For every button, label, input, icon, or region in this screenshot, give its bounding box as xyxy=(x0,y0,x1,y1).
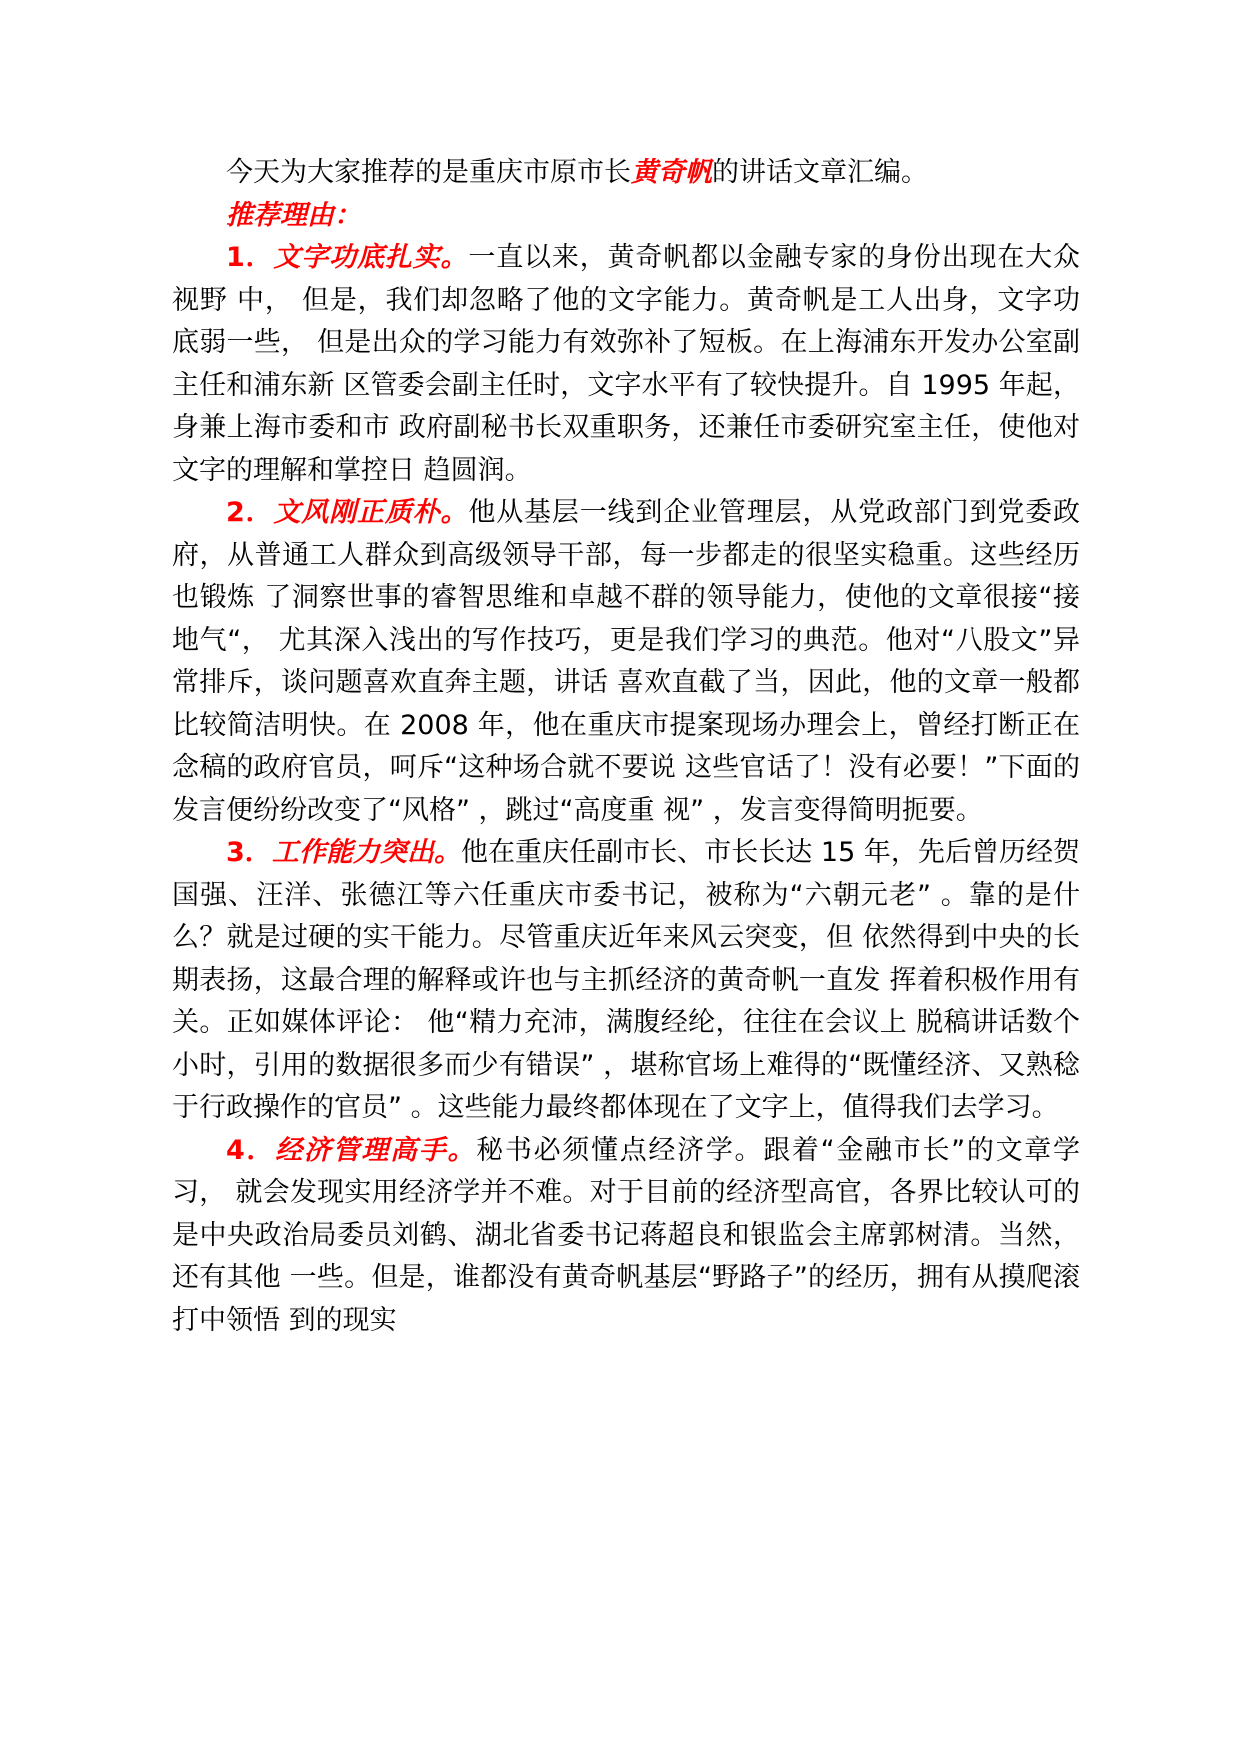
reasons-heading xyxy=(172,195,1080,238)
reason-paragraph-3 xyxy=(172,832,1080,1130)
reason-body: 一直以来，黄奇帆都以金融专家的身份出现在大众视野 中， 但是，我们却忽略了他的文字能力。黄奇帆是工人出身，文字功底弱一些， 但是出众的学习能力有效弥补了短板。在上海浦东开发办公室副主任和浦东新 区管委会副主任时，文字水平有了较快提升。自 1995 年起，身兼上海市委和市 政府副秘书长双重职务，还兼任市委研究室主任，使他对文字的理解和掌控日 趋圆润。 xyxy=(172,242,1081,486)
reason-title: 文字功底扎实。 xyxy=(273,242,469,273)
reason-number: 3． xyxy=(226,837,272,868)
reason-paragraph-2 xyxy=(172,492,1080,832)
intro-text-after: 的讲话文章汇编。 xyxy=(712,157,928,188)
reason-number: 4． xyxy=(226,1134,276,1166)
highlighted-name: 黄奇帆 xyxy=(631,157,712,188)
reason-body: 他在重庆任副市长、市长长达 15 年，先后曾历经贺国强、汪洋、张德江等六任重庆市委书记，被称为“六朝元老” 。靠的是什么？就是过硬的实干能力。尽管重庆近年来风云突变，但 依然得到中央的长期表扬，这最合理的解释或许也与主抓经济的黄奇帆一直发 挥着积极作用有关。正如媒体评论： 他“精力充沛，满腹经纶，往往在会议上 脱稿讲话数个小时，引用的数据很多而少有错误” ，堪称官场上难得的“既懂经济、又熟稔于行政操作的官员” 。这些能力最终都体现在了文字上，值得我们去学习。 xyxy=(172,837,1080,1123)
reason-paragraph-4 xyxy=(172,1130,1080,1343)
reason-title: 经济管理高手。 xyxy=(275,1134,477,1166)
reason-title: 文风刚正质朴。 xyxy=(273,497,469,528)
document-page xyxy=(172,152,1080,1342)
reason-paragraph-1 xyxy=(172,237,1080,492)
intro-paragraph xyxy=(172,152,1080,195)
reason-title: 工作能力突出。 xyxy=(271,837,461,868)
reason-body: 他从基层一线到企业管理层，从党政部门到党委政府，从普通工人群众到高级领导干部，每一步都走的很坚实稳重。这些经历也锻炼 了洞察世事的睿智思维和卓越不群的领导能力，使他的文章很接“接地气“， 尤其深入浅出的写作技巧，更是我们学习的典范。他对“八股文”异常排斥，谈问题喜欢直奔主题，讲话 喜欢直截了当，因此，他的文章一般都比较简洁明快。在 2008 年，他在重庆市提案现场办理会上，曾经打断正在念稿的政府官员，呵斥“这种场合就不要说 这些官话了！没有必要！”下面的发言便纷纷改变了“风格” ，跳过“高度重 视” ，发言变得简明扼要。 xyxy=(172,497,1081,826)
reasons-heading-text: 推荐理由： xyxy=(226,199,361,231)
reason-number: 2． xyxy=(226,497,274,528)
intro-text-before: 今天为大家推荐的是重庆市原市长 xyxy=(226,157,631,188)
reason-body: 秘书必须懂点经济学。跟着“金融市长”的文章学习， 就会发现实用经济学并不难。对于目前的经济型高官，各界比较认可的是中央政治局委员刘鹤、湖北省委书记蒋超良和银监会主席郭树清。当然，还有其他 一些。但是，谁都没有黄奇帆基层“野路子”的经历，拥有从摸爬滚打中领悟 到的现实 xyxy=(172,1134,1080,1336)
reason-number: 1． xyxy=(226,242,274,273)
